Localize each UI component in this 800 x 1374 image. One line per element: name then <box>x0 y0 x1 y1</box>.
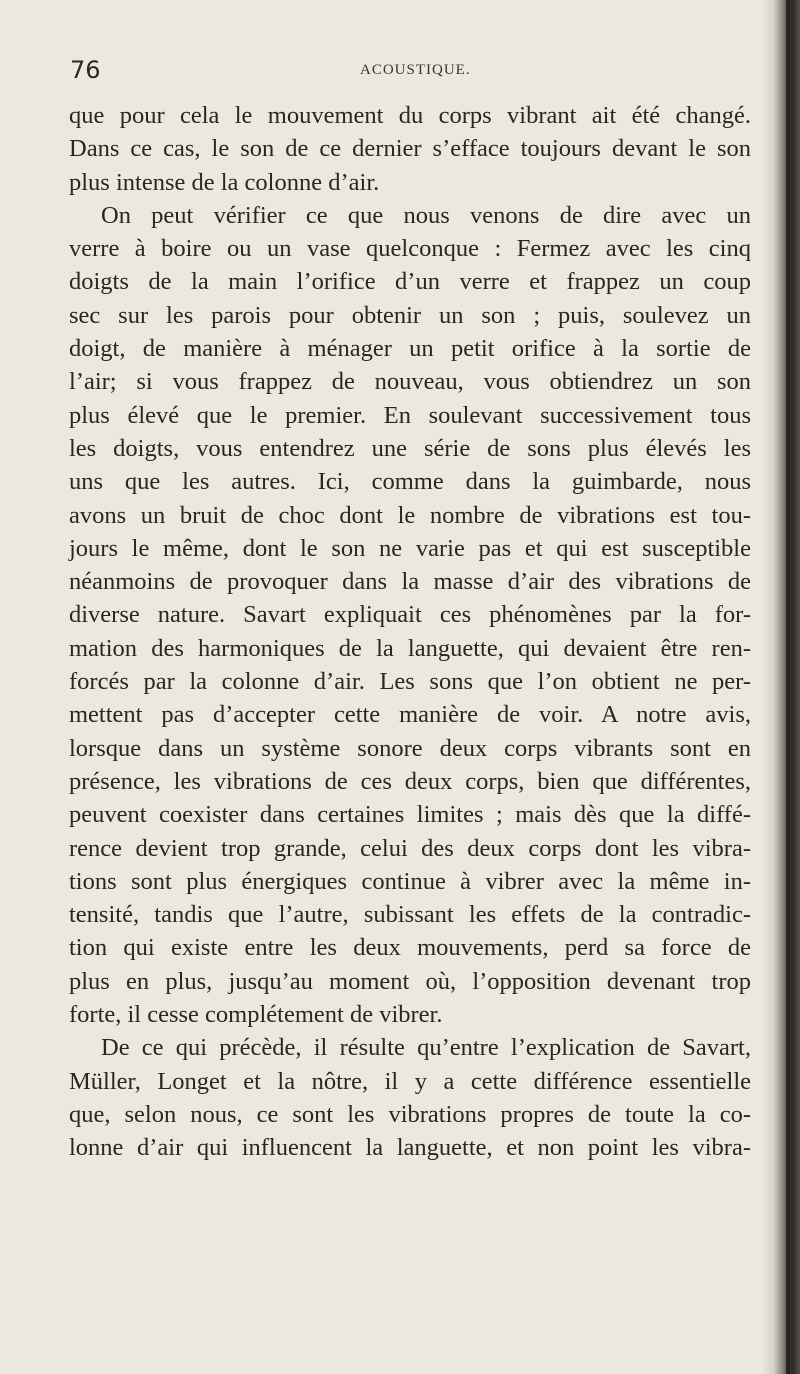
text-line: uns que les autres. Ici, comme dans la guimbarde, nous <box>69 468 751 496</box>
text-line: Dans ce cas, le son de ce dernier s’efface toujours devant le son <box>69 135 751 163</box>
text-line: mettent pas d’accepter cette manière de voir. A notre avis, <box>69 701 751 729</box>
text-line: lonne d’air qui influencent la languette, et non point les vibra- <box>69 1134 751 1162</box>
text-line: On peut vérifier ce que nous venons de dire avec un <box>101 201 751 229</box>
text-line: sec sur les parois pour obtenir un son ; puis, soulevez un <box>69 301 751 329</box>
text-line: mation des harmoniques de la languette, qui devaient être ren- <box>69 634 751 662</box>
page-header <box>70 56 750 84</box>
text-line: Müller, Longet et la nôtre, il y a cette différence essentielle <box>69 1067 751 1095</box>
text-line: doigts de la main l’orifice d’un verre et frappez un coup <box>69 268 751 296</box>
text-line: diverse nature. Savart expliquait ces phénomènes par la for- <box>69 601 751 629</box>
text-line: tions sont plus énergiques continue à vibrer avec la même in- <box>69 867 751 895</box>
text-line: forte, il cesse complétement de vibrer. <box>69 1001 443 1029</box>
text-line: doigt, de manière à ménager un petit orifice à la sortie de <box>69 335 751 363</box>
text-line: peuvent coexister dans certaines limites ; mais dès que la diffé- <box>69 801 751 829</box>
text-line: De ce qui précède, il résulte qu’entre l’explication de Savart, <box>101 1034 751 1062</box>
text-line: que pour cela le mouvement du corps vibrant ait été changé. <box>69 102 751 129</box>
text-line: néanmoins de provoquer dans la masse d’air des vibrations de <box>69 568 751 596</box>
page-edge <box>786 0 790 1374</box>
text-line: plus en plus, jusqu’au moment où, l’opposition devenant trop <box>69 967 751 995</box>
text-line: verre à boire ou un vase quelconque : Fermez avec les cinq <box>69 235 751 263</box>
book-spine-shadow <box>762 0 800 1374</box>
text-line: jours le même, dont le son ne varie pas et qui est susceptible <box>69 534 751 562</box>
text-line: tion qui existe entre les deux mouvements, perd sa force de <box>69 934 751 962</box>
text-line: l’air; si vous frappez de nouveau, vous obtiendrez un son <box>69 368 751 396</box>
body-text <box>69 99 751 1165</box>
text-line: que, selon nous, ce sont les vibrations propres de toute la co- <box>69 1100 751 1128</box>
text-line: rence devient trop grande, celui des deux corps dont les vibra- <box>69 834 751 862</box>
text-line: plus intense de la colonne d’air. <box>69 168 380 196</box>
text-line: présence, les vibrations de ces deux corps, bien que différentes, <box>69 767 751 795</box>
text-line: forcés par la colonne d’air. Les sons que l’on obtient ne per- <box>69 668 751 696</box>
running-title: ACOUSTIQUE. <box>360 62 471 78</box>
text-line: tensité, tandis que l’autre, subissant les effets de la contradic- <box>69 901 751 929</box>
text-line: lorsque dans un système sonore deux corps vibrants sont en <box>69 734 751 762</box>
text-line: plus élevé que le premier. En soulevant successivement tous <box>69 401 751 429</box>
page-number: 76 <box>70 56 101 84</box>
text-line: les doigts, vous entendrez une série de sons plus élevés les <box>69 434 751 462</box>
text-line: avons un bruit de choc dont le nombre de vibrations est tou- <box>69 501 751 529</box>
